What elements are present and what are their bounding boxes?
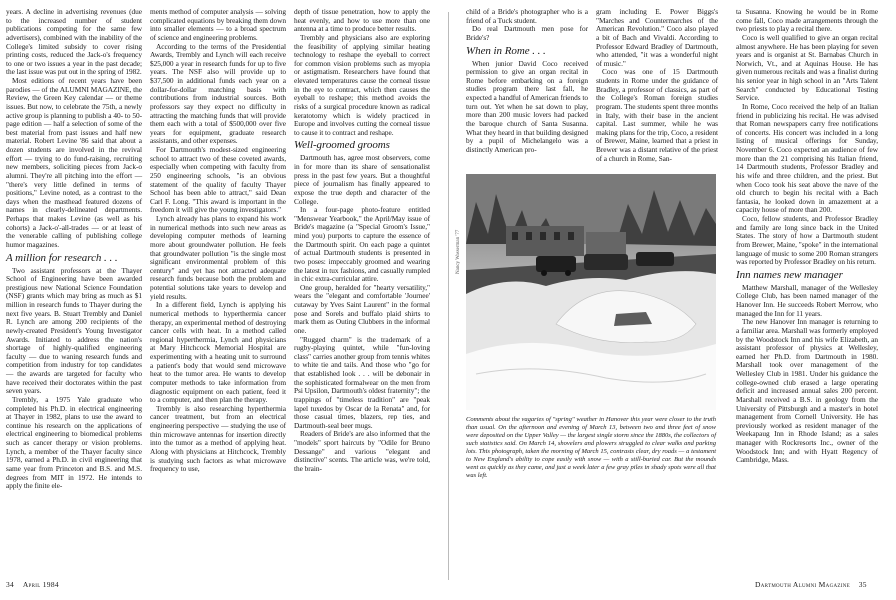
- paragraph: In Rome, Coco received the help of an Italian friend in publicizing his recital. He was advised that Roman newspapers carry free notifications of concerts. His concert was included in a long listing of musical offerings for Sunday, November 6. Coco expected an audience of few more than the 21 comprising his Italian friend, 14 Dartmouth students, Professor Bradley and his wife and three children, and the priest. But when Coco took his seat above the nave of the old church to begin his recital with a Bach fantasia, he looked down in amazement at a capacity house of more than 200.: [736, 101, 878, 215]
- paragraph: According to the terms of the Presidential Awards, Trembly and Lynch will each receive $25,000 a year in research funds for up to five years. The NSF also will provide up to $37,500 in additional funds each year on a dollar-for-dollar matching basis with contributions from industrial sources. Both professors say they expect no difficulty in attracting the matching funds that will provide them each with a total of $500,000 over five years for equipment, graduate research assistants, and other expenses.: [150, 41, 286, 146]
- section-heading-research: A million for research . . .: [6, 251, 118, 264]
- left-folio: [6, 580, 59, 589]
- paragraph: Two assistant professors at the Thayer School of Engineering have been awarded prestigious new National Science Foundation (NSF) grants which may bring as much as $1 million in research funds to Thayer during the next five years. B. Stuart Trembly and Daniel R. Lynch are among 200 recipients of the newly-created President's Young Investigator Awards. Initiated to address the nation's shortage of highly-qualified engineering faculty — due to waning research funds and competition from industry for top candidates — the awards are targeted for faculty who have received their doctorates within the past seven years.: [6, 265, 142, 396]
- snow-photo: [466, 174, 716, 410]
- paragraph: Coco, fellow students, and Professor Bradley and family are long since back in the United States. The story of how a Dartmouth student from Brewer, Maine, "spoke" in the international language of music to some 200 Roman strangers was reported by Professor Bradley on his return.: [736, 214, 878, 267]
- paragraph: Trembly is also researching hyperthermia cancer treatment, but from an electrical engineering perspective — studying the use of thin microwave antennas for insertion directly into the tumor as a method of applying heat. Along with physicians at Hitchcock, Trembly is studying such factors as what microwave frequency to use,: [150, 403, 286, 474]
- paragraph: child of a Bride's photographer who is a friend of a Tuck student.: [466, 7, 588, 25]
- paragraph: "Rugged charm" is the trademark of a rugby-playing quintet, while "fun-loving class" carries another group from tennis whites to white tie and tails. And those who "go for that established look . . . will be debonair in the sophisticated formalwear on the men from Psi Upsilon, Dartmouth's oldest fraternity"; the trappings of "timeless tradition" are "peak lapel tuxedos by Oscar de la Renata" and, for those casual times, blazers, rep ties, and Dartmouth-seal beer mugs.: [294, 334, 430, 430]
- paragraph: One group, heralded for "hearty versatility," wears the "elegant and comfortable 'Journee' cutaway by Yves Saint Laurent" in the formal pose and Sorels and buffalo plaid shirts to mark them as Outing Clubbers in the informal one.: [294, 282, 430, 335]
- column-5: [596, 8, 718, 163]
- paragraph: Trembly, a 1975 Yale graduate who completed his Ph.D. in electrical engineering at Thayer in 1982, plans to use the award to continue his research on the applications of electrical engineering to biomedical problems such as cancer therapy or vision problems. Lynch, a member of the Thayer faculty since 1978, earned a Ph.D. in civil engineering that same year from Princeton and B.S. and M.S. degrees from MIT in 1972. He intends to apply the finite ele-: [6, 394, 142, 491]
- column-6: [736, 8, 878, 465]
- section-heading-rome: When in Rome . . .: [466, 44, 546, 57]
- column-1: [6, 8, 142, 491]
- paragraph: The new Hanover Inn manager is returning to a familiar area. Marshall was formerly employed by the Woodstock Inn and his wife Elizabeth, an assistant professor of physics at Wellesley, earned her Ph.D. from Dartmouth in 1980. Marshall took over management of the Wellesley Club in 1981. Under his guidance the college-owned club erased a large operating deficit and increased annual sales 200 percent. Marshall received a B.S. in geology from the University of Pittsburgh and a master's in hotel management from Cornell University. He has previously worked as resident manager of the Weekapaug Inn in Rhode Island; as a sales manager with Rockresorts Inc., owner of the Woodstock Inn; and with Hyatt Regency of Cambridge, Mass.: [736, 317, 878, 465]
- snow-scene-illustration: [466, 174, 716, 410]
- paragraph: years. A decline in advertising revenues (due to the increased number of student publications competing for the same few advertisers), combined with the inability of the College's limited subsidy to cover rising printing costs, reduced the Jack-o's frequency to one or two issues a year in the past decade; the last issue was put out in the spring of 1982.: [6, 7, 142, 77]
- paragraph: When junior David Coco received permission to give an organ recital in Rome before embarking on a foreign studies program there last fall, he expected a handful of American friends to turn out. Yet when he sat down to play, more than 200 music lovers had packed the baroque church of Santa Susanna. What they heard in that building designed by a pupil of Michelangelo was a distinctly American pro-: [466, 58, 588, 154]
- column-2: [150, 8, 286, 474]
- magazine-name: Dartmouth Alumni Magazine: [755, 580, 850, 589]
- paragraph: Do real Dartmouth men pose for Bride's?: [466, 24, 588, 42]
- issue-date: April 1984: [22, 580, 59, 589]
- page-number-left: 34: [6, 580, 15, 589]
- section-heading-grooms: Well-groomed grooms: [294, 139, 390, 152]
- paragraph: ments method of computer analysis — solving complicated equations by breaking them down into smaller elements — to a broad spectrum of science and engineering problems.: [150, 7, 286, 42]
- gutter: [448, 12, 449, 580]
- column-4: [466, 8, 588, 154]
- paragraph: In a different field, Lynch is applying his numerical methods to hyperthermia cancer therapy, an experimental method of destroying cancer cells with heat. In a method called regional hyperthermia, Lynch and physicians at Mary Hitchcock Memorial Hospital are experimenting with a heating unit to surround a patient's body that would send microwave heat to the tumor area. He wants to develop computer methods to take information from diagnostic equipment on each patient, feed it to a computer, and then plan the therapy.: [150, 300, 286, 405]
- paragraph: Most editions of recent years have been parodies — of the ALUMNI MAGAZINE, the Review, the Green Key calendar — or theme issues. But now, to celebrate the 75th, a newly active group is planning to publish a 40- to 50-page edition — half a selection of some of the best material from past issues and half new material. Robert Levine '86 said that about a dozen students are involved in the revival effort — trying to do fund-raising, recruiting new members, soliciting pieces from Jack-o alumni. They're all pitching into the effort — "there's very little defined in terms of positions," Levine noted, as a contrast to the days when the masthead featured dozens of names in clearly-delineated departments. Perhaps that makes Levine (as well as his cohorts) a Jack-o'-all-trades — or at least of the venerable calling of publishing college humor magazines.: [6, 76, 142, 249]
- paragraph: Lynch already has plans to expand his work in numerical methods into such new areas as developing computer methods of learning more about groundwater pollution. He feels that groundwater pollution "is the single most significant environmental problem of this century" and yet has not attracted adequate research funds because both the problem and potential solutions take years to develop and yield results.: [150, 214, 286, 301]
- paragraph: Matthew Marshall, manager of the Wellesley College Club, has been named manager of the Hanover Inn. He succeeds Robert Merrow, who managed the Inn for 11 years.: [736, 282, 878, 318]
- photo-caption: Comments about the vagaries of "spring" weather in Hanover this year were closer to the truth than usual. On the afternoon and evening of March 13, between two and three feet of snow were deposited on the Upper Valley — the largest single storm since the 1880s, the collectors of such statistics said. On March 14, shovelers and plowers struggled to clear walks and parking lots. This photograph, taken the morning of March 15, contrasts clear, dry roads — a testament to New England's ability to cope easily with snow — with a still-buried car. But the mounds went as quickly as they came, and just a week later a few gray piles in shady spots were all that was left.: [466, 416, 716, 479]
- paragraph: Trembly and physicians also are exploring the feasibility of applying similar heating technology to reshape the eyeball to correct for common vision problems such as myopia or astigmatism. Researchers have found that elevated temperatures cause the corneal tissue in the eye to contract, which then causes the eyeball to reshape; this method avoids the risks of a surgical procedure known as radical keratotomy which is widely practiced in Europe and involves cutting the corneal tissue to cause it to contract and reshape.: [294, 32, 430, 137]
- paragraph: For Dartmouth's modest-sized engineering school to attract two of these coveted awards, especially when competing with faculty from 250 engineering schools, "is an obvious statement of the quality of faculty Thayer School has been able to attract," said Dean Carl F. Long. "This award is important in the freedom it will give the young investigators.": [150, 145, 286, 215]
- paragraph: Coco was one of 15 Dartmouth students in Rome under the guidance of Bradley, a professor of classics, as part of the College's Roman foreign studies program. The students spent three months in Italy, with their base in the ancient capital. Last summer, while he was making plans for the trip, Coco, a resident of Brewer, Maine, learned that a priest in Brewer was a distant relative of the priest of a church in Rome, San-: [596, 67, 718, 163]
- paragraph: depth of tissue penetration, how to apply the heat evenly, and how to use more than one antenna at a time to produce better results.: [294, 7, 430, 34]
- paragraph: Dartmouth has, agree most observers, come in for more than its share of sensationalist press in the past few years. But a thoughtful piece of journalism has finally appeared to expose the true depth and character of the College.: [294, 153, 430, 206]
- section-heading-inn: Inn names new manager: [736, 268, 843, 281]
- photo-credit: Nancy Wasserman '77: [456, 229, 461, 274]
- paragraph: gram including E. Power Biggs's "Marches and Countermarches of the American Revolution." Coco also played a bit of Bach and Vivaldi. According to Professor Edward Bradley of Dartmouth, who attended, "it was a wonderful night of music.": [596, 7, 718, 68]
- paragraph: In a four-page photo-feature entitled "Menswear Yearbook," the April/May issue of Bride's magazine (a "Special Groom's Issue," mind you) purports to capture the essence of the Dartmouth spirit. On each page a quintet of actual Dartmouth students is presented in two poses: impeccably groomed and wearing the latest in tux fashions, and casually rumpled in chic extra-curricular attire.: [294, 205, 430, 284]
- paragraph: Readers of Bride's are also informed that the "models" sport haircuts by "Odile for Bruno Dessange" and various "elegant and distinctive" scents. The article was, we're told, the brain-: [294, 429, 430, 473]
- paragraph: ta Susanna. Knowing he would be in Rome come fall, Coco made arrangements through the two priests to play a recital there.: [736, 7, 878, 34]
- column-3: [294, 8, 430, 474]
- right-folio: [755, 580, 890, 589]
- page-number-right: 35: [858, 580, 867, 589]
- paragraph: Coco is well qualified to give an organ recital almost anywhere. He has been playing for seven years and is organist at St. Barnabas Church in Norwich, Vt., and at Aquinas House. He has given numerous recitals and was a finalist during his senior year in high school in an "Arts Talent Search" conducted by Educational Testing Service.: [736, 32, 878, 103]
